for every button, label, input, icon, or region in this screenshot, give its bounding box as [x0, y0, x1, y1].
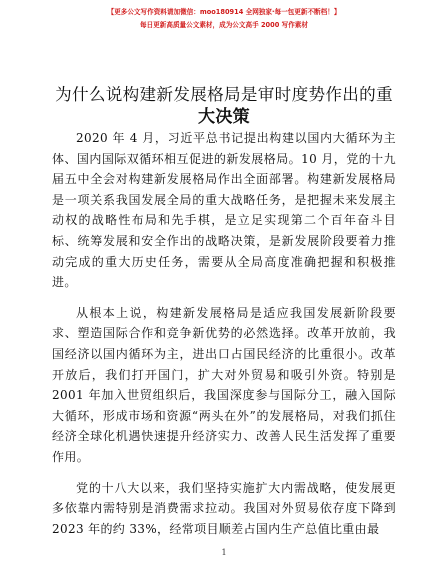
document-title	[40, 84, 408, 128]
document-body	[52, 128, 396, 549]
promo-banner-line-1: 【更多公文写作资料请加微信：moo180914 全网独家·每一包更新不断档！】	[107, 8, 341, 16]
paragraph-3: 党的十八大以来，我们坚持实施扩大内需战略，使发展更多依靠内需特别是消费需求拉动。我国对外贸易依存度下降到 2023 年的约 33%，经常项目顺差占国内生产总值比重由最	[52, 480, 396, 536]
page-number: 1	[221, 548, 227, 557]
document-title-line-1: 为什么说构建新发展格局是审时度势作出的重	[55, 85, 393, 104]
paragraph-1: 2020 年 4 月，习近平总书记提出构建以国内大循环为主体、国内国际双循环相互促进的新发展格局。10 月，党的十九届五中全会对构建新发展格局作出全面部署。构建新发展格局是一项关系我国发展全局的重大战略任务，是把握未来发展主动权的战略性布局和先手棋，是立足实现第二个百年奋斗目标、统筹发展和安全作出的战略决策，是新发展阶段要着力推动完成的重大历史任务，需要从全局高度准确把握和积极推进。	[52, 131, 396, 290]
document-title-line-2: 大决策	[198, 107, 250, 127]
promo-banner-line-2: 每日更新高质量公文素材，成为公文高手 2000 写作素材	[139, 21, 308, 29]
paragraph-2: 从根本上说，构建新发展格局是适应我国发展新阶段要求、塑造国际合作和竞争新优势的必然选择。改革开放前，我国经济以国内循环为主，进出口占国民经济的比重很小。改革开放后，我们打开国门，扩大对外贸易和吸引外资。特别是 2001 年加入世贸组织后，我国深度参与国际分工，融入国际大循环，形成市场和资源“两头在外”的发展格局，对我们抓住经济全球化机遇快速提升经济实力、改善人民生活发挥了重要作用。	[52, 305, 396, 464]
promo-banner	[0, 6, 448, 32]
